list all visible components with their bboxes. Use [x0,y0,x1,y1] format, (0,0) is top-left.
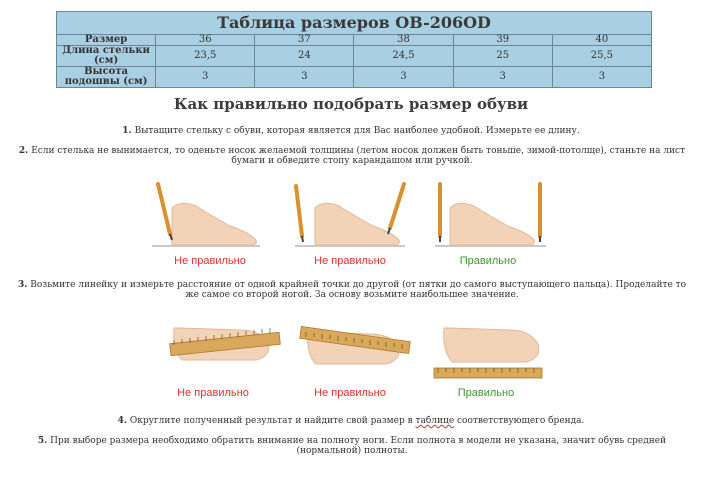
step-3 [12,280,692,300]
size-table-link[interactable]: таблице [415,416,455,426]
step-number: 4. [117,416,127,426]
table-row [57,46,652,67]
size-table [56,11,652,88]
ruler-measure-right [434,328,542,378]
table-cell: 23,5 [156,46,255,67]
row-label-sole-height: Высота подошвы (см) [57,67,156,88]
step-number: 3. [17,280,28,290]
table-cell: 25 [453,46,552,67]
table-row [57,67,652,88]
ruler-icon [434,368,542,378]
row-label-size: Размер [57,35,156,46]
table-cell: 3 [255,67,354,88]
table-cell: 3 [156,67,255,88]
step-number: 1. [122,126,132,136]
pencil-icon [158,184,172,240]
foot-tracing-wrong-2 [295,184,405,246]
caption-right: Правильно [459,255,517,267]
caption-right: Правильно [457,387,515,399]
table-cell: 24,5 [354,46,453,67]
table-cell: 38 [354,35,453,46]
step-text: Возьмите линейку и измерьте расстояние от одной крайней точки до другой (от пятки до самого выступающего пальца). Проделайте то же самое со второй ногой. За основу возьмите наибольшее значение. [30,280,687,300]
pencil-icon [296,186,303,242]
caption-wrong: Не правильно [174,255,246,267]
table-cell: 39 [453,35,552,46]
step-text: При выборе размера необходимо обратить внимание на полноту ноги. Если полнота в модели не указана, значит обувь средней (нормальной) полноты. [50,436,667,456]
table-cell: 25,5 [552,46,651,67]
pencil-icon [388,184,404,234]
table-cell: 40 [552,35,651,46]
page-heading: Как правильно подобрать размер обуви [173,95,529,113]
size-table-title: Таблица размеров OB-206OD [57,12,652,35]
ruler-measuring-illustrations [160,320,550,384]
step-number: 2. [18,146,29,156]
foot-tracing-wrong-1 [152,184,260,246]
ruler-measure-wrong-2 [300,326,411,364]
table-cell: 3 [453,67,552,88]
table-cell: 3 [354,67,453,88]
step-2 [12,146,692,166]
caption-wrong: Не правильно [314,255,386,267]
caption-wrong: Не правильно [314,387,386,399]
step-text: Если стелька не вынимается, то оденьте носок желаемой толщины (летом носок должен быть тоньше, зимой-потолще), станьте на лист бумаги и обведите стопу карандашом или ручкой. [31,146,686,166]
caption-wrong: Не правильно [177,387,249,399]
step-1 [40,126,662,136]
table-cell: 36 [156,35,255,46]
table-cell: 37 [255,35,354,46]
step-5 [12,436,692,456]
row-label-insole-length: Длина стельки (см) [57,46,156,67]
table-cell: 3 [552,67,651,88]
table-row [57,35,652,46]
step-text: соответствующего бренда. [454,416,585,426]
step-number: 5. [37,436,48,446]
step-4 [40,416,662,426]
table-cell: 24 [255,46,354,67]
step-text: Вытащите стельку с обуви, которая является для Вас наиболее удобной. Измерьте ее длину. [134,126,580,136]
ruler-measure-wrong-1 [170,328,281,360]
step-text: Округлите полученный результат и найдите свой размер в [129,416,416,426]
foot-tracing-right [435,184,546,246]
foot-tracing-illustrations [150,178,550,254]
